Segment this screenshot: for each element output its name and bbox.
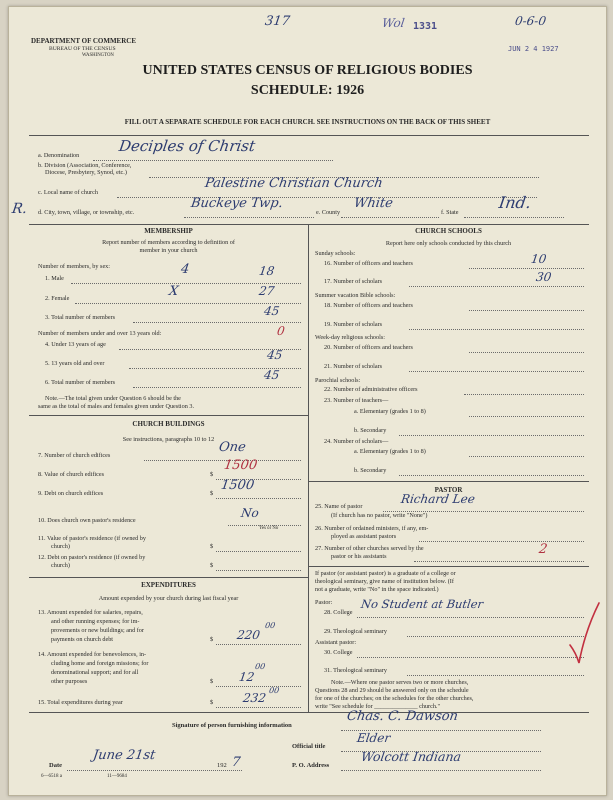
q25-value[interactable]: Richard Lee (400, 492, 476, 506)
signature-value[interactable]: Chas. C. Dawson (345, 709, 459, 724)
q18-line (469, 310, 584, 311)
q11-label-2: church) (51, 543, 70, 550)
city-value[interactable]: Buckeye Twp. (189, 196, 284, 211)
q11-line (216, 551, 301, 552)
pastor-sublabel: Pastor: (315, 599, 333, 606)
schools-sub: Report here only schools conducted by this church (385, 240, 512, 247)
q10-label: 10. Does church own pastor's residence (38, 517, 136, 524)
pastor-note-4: write "See schedule for ______________ church." (315, 703, 440, 710)
q15-line (216, 707, 301, 708)
q13-cents[interactable]: 00 (264, 621, 276, 630)
q27-label: 27. Number of other churches served by the (315, 545, 424, 552)
q1-tally[interactable]: 4 (179, 262, 191, 277)
handwritten-code: 0-6-0 (514, 14, 547, 28)
local-name-label: c. Local name of church (38, 189, 98, 196)
q7-value[interactable]: One (217, 440, 247, 455)
q11-dollar: $ (210, 543, 214, 550)
q23b-line (399, 435, 584, 436)
q14-dollar: $ (210, 678, 214, 685)
city-label: d. City, town, village, or township, etc. (38, 209, 135, 216)
margin-mark: R. (10, 201, 29, 217)
q4-value[interactable]: 0 (276, 324, 286, 338)
pastor-note-3: for one of the churches; on the schedules for the other churches, (315, 695, 474, 702)
signature-label: Signature of person furnishing information (172, 722, 292, 729)
membership-title: MEMBERSHIP (144, 227, 193, 235)
q10-value[interactable]: No (240, 506, 260, 520)
rule-pastor (308, 481, 589, 482)
weekday-label: Week-day religious schools: (315, 334, 385, 341)
q30-label: 30. College (324, 649, 353, 656)
q28-label: 28. College (324, 609, 353, 616)
year-digit[interactable]: 7 (230, 755, 242, 770)
rule-top (29, 135, 589, 136)
q2-value[interactable]: 27 (258, 284, 276, 298)
q31-line (407, 675, 584, 676)
buildings-sub: See instructions, paragraphs 10 to 12 (122, 436, 215, 443)
q29-line (407, 636, 584, 637)
q5-value[interactable]: 45 (266, 348, 284, 362)
q21-label: 21. Number of scholars (324, 363, 383, 370)
city-line (184, 217, 314, 218)
q14-line (216, 686, 301, 687)
q27-line (414, 561, 584, 562)
q7-line (144, 460, 301, 461)
state-line (464, 217, 564, 218)
assistant-sublabel: Assistant pastor: (315, 639, 357, 646)
q24b-line (399, 475, 584, 476)
bureau-city: WASHINGTON (82, 53, 114, 58)
department-name: DEPARTMENT OF COMMERCE (31, 37, 137, 45)
q15-cents[interactable]: 00 (268, 686, 280, 695)
rule-buildings (29, 415, 308, 416)
q2-tally[interactable]: X (167, 284, 180, 299)
q27-value[interactable]: 2 (537, 542, 549, 557)
q26-label-2: ployed as assistant pastors (331, 533, 397, 540)
local-name-line (117, 197, 537, 198)
state-value[interactable]: Ind. (497, 193, 533, 212)
graduate-instruction-2: theological seminary, give name of institution below. (If (315, 578, 454, 585)
buildings-title: CHURCH BUILDINGS (132, 420, 205, 428)
date-label: Date (49, 762, 62, 769)
date-value[interactable]: June 21st (91, 748, 157, 763)
membership-note: Note.—The total given under Question 6 should be the (45, 395, 181, 402)
pastor-note: Note.—Where one pastor serves two or more churches, (331, 679, 469, 686)
q2-label: 2. Female (45, 295, 70, 302)
graduate-instruction: If pastor (or assistant pastor) is a graduate of a college or (315, 570, 456, 577)
membership-sub-2: member in your church (139, 247, 198, 254)
q14-value[interactable]: 12 (238, 670, 256, 684)
q9-label: 9. Debt on church edifices (38, 490, 104, 497)
county-line (341, 217, 439, 218)
q13-label-4: payments on church debt (51, 636, 114, 643)
q18-label: 18. Number of officers and teachers (324, 302, 413, 309)
q14-label: 14. Amount expended for benevolences, in- (38, 651, 147, 658)
q15-label: 15. Total expenditures during year (38, 699, 123, 706)
q12-label: 12. Debt on pastor's residence (if owned by (38, 554, 146, 561)
q7-label: 7. Number of church edifices (38, 452, 111, 459)
q13-value[interactable]: 220 (236, 628, 261, 642)
q5-label: 5. 13 years old and over (45, 360, 105, 367)
q8-label: 8. Value of church edifices (38, 471, 105, 478)
q23-label: 23. Number of teachers— (324, 397, 389, 404)
q20-label: 20. Number of officers and teachers (324, 344, 413, 351)
q26-label: 26. Number of ordained ministers, if any, em- (315, 525, 429, 532)
form-title: UNITED STATES CENSUS OF RELIGIOUS BODIES (142, 63, 473, 78)
membership-note-2: same as the total of males and females given under Question 3. (38, 403, 195, 410)
handwritten-stamp-text: Wol (381, 16, 406, 30)
rule-mid (29, 224, 589, 225)
year-prefix: 192 (217, 762, 227, 769)
q13-label-3: provements or new buildings; and for (51, 627, 144, 634)
q6-line (133, 387, 301, 388)
q26-line (419, 541, 584, 542)
q28-line (357, 617, 584, 618)
q29-label: 29. Theological seminary (324, 628, 387, 635)
official-title-label: Official title (292, 743, 326, 750)
q13-dollar: $ (210, 636, 214, 643)
q12-line (216, 570, 301, 571)
q21-line (409, 371, 584, 372)
q14-cents[interactable]: 00 (254, 662, 266, 671)
expenditures-sub: Amount expended by your church during last fiscal year (98, 595, 239, 602)
q28-value[interactable]: No Student at Butler (360, 597, 485, 611)
instruction-line: FILL OUT A SEPARATE SCHEDULE FOR EACH CHURCH. SEE INSTRUCTIONS ON THE BACK OF THIS SHEET (124, 118, 491, 126)
q23a-label: a. Elementary (grades 1 to 8) (354, 408, 426, 415)
q14-label-3: denominational support; and for all (51, 669, 139, 676)
denomination-line (93, 160, 333, 161)
q9-dollar: $ (210, 490, 214, 497)
q17-value[interactable]: 30 (535, 270, 553, 284)
q19-label: 19. Number of scholars (324, 321, 383, 328)
q8-dollar: $ (210, 471, 214, 478)
q16-label: 16. Number of officers and teachers (324, 260, 413, 267)
q15-value[interactable]: 232 (242, 691, 267, 705)
q20-line (469, 352, 584, 353)
q22-label: 22. Number of administrative officers (324, 386, 418, 393)
denomination-value[interactable]: Deciples of Christ (117, 137, 257, 155)
print-code: 6—6518 a (41, 774, 62, 779)
county-value[interactable]: White (352, 196, 394, 211)
official-title-value[interactable]: Elder (356, 731, 392, 745)
schools-title: CHURCH SCHOOLS (415, 227, 482, 235)
bureau-name: BUREAU OF THE CENSUS (49, 46, 116, 52)
schedule-title: SCHEDULE: 1926 (250, 83, 365, 98)
q30-line (357, 657, 584, 658)
pastor-note-2: Questions 28 and 29 should be answered only on the schedule (315, 687, 469, 694)
sunday-label: Sunday schools: (315, 250, 356, 257)
q16-value[interactable]: 10 (530, 252, 548, 266)
q11-label: 11. Value of pastor's residence (if owned by (38, 535, 146, 542)
county-label: e. County (316, 209, 341, 216)
column-divider (308, 224, 309, 712)
rule-expenditures (29, 577, 308, 578)
q6-label: 6. Total number of members (45, 379, 116, 386)
q25-label: 25. Name of pastor (315, 503, 363, 510)
q1-value[interactable]: 18 (258, 264, 276, 278)
q12-label-2: church) (51, 562, 70, 569)
pastor-title: PASTOR (434, 486, 463, 494)
q14-label-4: other purposes (51, 678, 88, 685)
summer-label: Summer vacation Bible schools: (315, 292, 396, 299)
review-checkmark-icon (567, 601, 601, 665)
q1-label: 1. Male (45, 275, 64, 282)
q3-line (133, 322, 301, 323)
po-address-value[interactable]: Wolcott Indiana (360, 749, 463, 764)
po-address-line (341, 770, 541, 771)
denomination-label: a. Denomination (38, 152, 80, 159)
q23b-label: b. Secondary (354, 427, 387, 434)
date-line (67, 770, 242, 771)
q10-hint: Yes or No (259, 526, 279, 531)
division-label: b. Division (Association, Conference, (38, 162, 132, 169)
q16-line (469, 268, 584, 269)
q13-line (216, 644, 301, 645)
rule-footer (29, 712, 589, 713)
q3-label: 3. Total number of members (45, 314, 116, 321)
q12-dollar: $ (210, 562, 214, 569)
q15-dollar: $ (210, 699, 214, 706)
po-address-label: P. O. Address (292, 762, 330, 769)
rule-graduate (308, 566, 589, 567)
received-date-stamp: JUN 2 4 1927 (508, 45, 559, 53)
q4-label: 4. Under 13 years of age (45, 341, 106, 348)
q17-line (409, 286, 584, 287)
q24a-line (469, 456, 584, 457)
q22-line (464, 394, 584, 395)
q9-value[interactable]: 1500 (219, 478, 256, 493)
parochial-label: Parochial schools: (315, 377, 361, 384)
print-code-2: 11—9684 (107, 774, 127, 779)
q8-value[interactable]: 1500 (222, 458, 259, 473)
q24-label: 24. Number of scholars— (324, 438, 389, 445)
stamp-number: 1331 (413, 21, 438, 32)
q24b-label: b. Secondary (354, 467, 387, 474)
q27-label-2: pastor or his assistants (331, 553, 387, 560)
graduate-instruction-3: not a graduate, write "No" in the space indicated.) (315, 586, 439, 593)
q6-value[interactable]: 45 (263, 368, 281, 382)
q23a-line (469, 416, 584, 417)
q13-label: 13. Amount expended for salaries, repairs, (38, 609, 143, 616)
under-over-label: Number of members under and over 13 years old: (38, 330, 162, 337)
q13-label-2: and other running expenses; for im- (51, 618, 140, 625)
q24a-label: a. Elementary (grades 1 to 8) (354, 448, 426, 455)
q17-label: 17. Number of scholars (324, 278, 383, 285)
q3-value[interactable]: 45 (263, 304, 281, 318)
state-label: f. State (441, 209, 459, 216)
local-name-value[interactable]: Palestine Christian Church (203, 176, 384, 191)
handwritten-number: 317 (263, 14, 291, 29)
q19-line (409, 329, 584, 330)
q14-label-2: cluding home and foreign missions; for (51, 660, 149, 667)
q9-line (216, 498, 301, 499)
membership-sub: Report number of members according to definition of (102, 239, 235, 246)
census-schedule-sheet (8, 6, 607, 796)
division-label-2: Diocese, Presbytery, Synod, etc.) (45, 169, 127, 176)
q25-hint: (If church has no pastor, write "None") (331, 512, 428, 519)
expenditures-title: EXPENDITURES (141, 581, 196, 589)
by-sex-label: Number of members, by sex: (38, 263, 110, 270)
q31-label: 31. Theological seminary (324, 667, 387, 674)
